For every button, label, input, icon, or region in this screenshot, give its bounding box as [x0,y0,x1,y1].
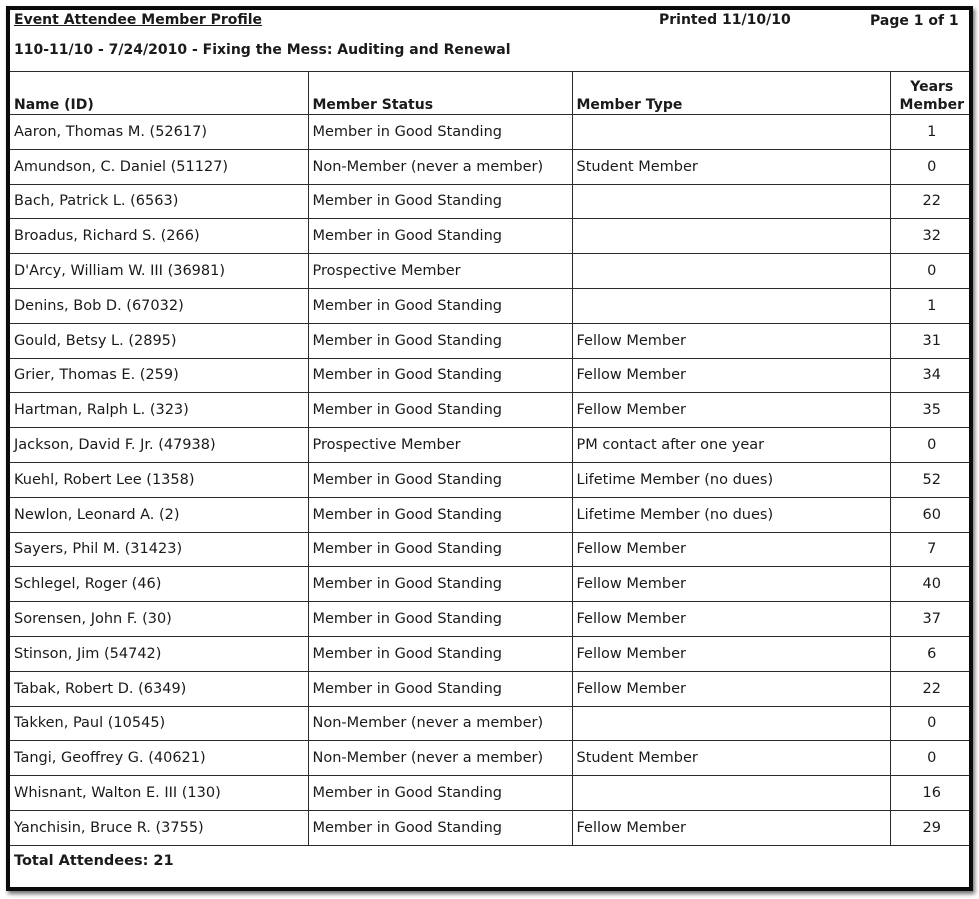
table-row [10,532,973,567]
cell-member-type: Student Member [572,741,890,776]
cell-years-member: 1 [890,115,973,150]
table-row [10,219,973,254]
cell-member-status: Member in Good Standing [308,219,572,254]
cell-member-type: Student Member [572,149,890,184]
cell-member-type [572,776,890,811]
event-description: 110-11/10 - 7/24/2010 - Fixing the Mess: Auditing and Renewal [14,42,511,58]
cell-member-type: Fellow Member [572,810,890,845]
cell-name: Denins, Bob D. (67032) [10,288,308,323]
cell-member-type: Lifetime Member (no dues) [572,462,890,497]
cell-member-type [572,184,890,219]
column-header-years-line1: Years [910,79,954,95]
table-row [10,462,973,497]
report-title: Event Attendee Member Profile [14,12,263,28]
cell-member-type: Fellow Member [572,602,890,637]
cell-member-status: Member in Good Standing [308,184,572,219]
table-row [10,288,973,323]
cell-name: Kuehl, Robert Lee (1358) [10,462,308,497]
report-page [6,6,973,891]
cell-member-type: Fellow Member [572,671,890,706]
cell-member-status: Member in Good Standing [308,810,572,845]
cell-years-member: 37 [890,602,973,637]
cell-name: Schlegel, Roger (46) [10,567,308,602]
cell-member-status: Non-Member (never a member) [308,149,572,184]
cell-years-member: 7 [890,532,973,567]
cell-name: Grier, Thomas E. (259) [10,358,308,393]
cell-name: D'Arcy, William W. III (36981) [10,254,308,289]
cell-years-member: 0 [890,706,973,741]
table-row [10,741,973,776]
table-row [10,567,973,602]
cell-name: Bach, Patrick L. (6563) [10,184,308,219]
cell-name: Whisnant, Walton E. III (130) [10,776,308,811]
cell-years-member: 31 [890,323,973,358]
cell-member-status: Member in Good Standing [308,358,572,393]
cell-member-type: Fellow Member [572,532,890,567]
cell-years-member: 22 [890,671,973,706]
attendee-table [10,71,973,846]
cell-name: Hartman, Ralph L. (323) [10,393,308,428]
cell-years-member: 52 [890,462,973,497]
cell-years-member: 0 [890,741,973,776]
cell-member-type: Fellow Member [572,636,890,671]
cell-years-member: 32 [890,219,973,254]
table-row [10,706,973,741]
cell-member-status: Member in Good Standing [308,462,572,497]
cell-name: Jackson, David F. Jr. (47938) [10,428,308,463]
column-header-type: Member Type [572,72,890,115]
cell-years-member: 40 [890,567,973,602]
cell-name: Sorensen, John F. (30) [10,602,308,637]
cell-member-status: Member in Good Standing [308,567,572,602]
cell-years-member: 22 [890,184,973,219]
column-header-status: Member Status [308,72,572,115]
column-header-years [890,72,973,115]
table-row [10,184,973,219]
cell-member-type [572,254,890,289]
cell-member-type [572,219,890,254]
cell-member-status: Member in Good Standing [308,497,572,532]
table-row [10,358,973,393]
table-row [10,149,973,184]
cell-member-status: Member in Good Standing [308,636,572,671]
cell-member-status: Member in Good Standing [308,532,572,567]
table-row [10,323,973,358]
cell-member-type [572,706,890,741]
cell-years-member: 6 [890,636,973,671]
table-row [10,497,973,532]
table-row [10,636,973,671]
cell-member-status: Member in Good Standing [308,115,572,150]
column-header-name: Name (ID) [10,72,308,115]
cell-member-type: Fellow Member [572,358,890,393]
cell-years-member: 16 [890,776,973,811]
cell-years-member: 0 [890,149,973,184]
cell-name: Tangi, Geoffrey G. (40621) [10,741,308,776]
cell-member-type: Fellow Member [572,567,890,602]
page-number: Page 1 of 1 [870,13,959,29]
table-row [10,428,973,463]
table-row [10,254,973,289]
cell-member-status: Non-Member (never a member) [308,706,572,741]
printed-date: Printed 11/10/10 [659,12,791,28]
table-header-row [10,72,973,115]
cell-member-status: Member in Good Standing [308,671,572,706]
cell-member-status: Prospective Member [308,428,572,463]
cell-name: Amundson, C. Daniel (51127) [10,149,308,184]
cell-member-status: Member in Good Standing [308,776,572,811]
cell-member-type: Fellow Member [572,323,890,358]
cell-member-status: Member in Good Standing [308,323,572,358]
table-row [10,776,973,811]
cell-name: Broadus, Richard S. (266) [10,219,308,254]
total-attendees: Total Attendees: 21 [14,853,174,869]
cell-member-type [572,115,890,150]
cell-member-status: Member in Good Standing [308,602,572,637]
cell-member-type [572,288,890,323]
table-row [10,671,973,706]
cell-name: Sayers, Phil M. (31423) [10,532,308,567]
cell-years-member: 0 [890,428,973,463]
cell-member-type: PM contact after one year [572,428,890,463]
cell-name: Gould, Betsy L. (2895) [10,323,308,358]
cell-member-type: Fellow Member [572,393,890,428]
table-row [10,810,973,845]
cell-name: Stinson, Jim (54742) [10,636,308,671]
cell-years-member: 35 [890,393,973,428]
cell-name: Takken, Paul (10545) [10,706,308,741]
cell-member-status: Prospective Member [308,254,572,289]
table-row [10,115,973,150]
cell-member-status: Member in Good Standing [308,393,572,428]
cell-member-status: Non-Member (never a member) [308,741,572,776]
table-body [10,115,973,846]
cell-years-member: 0 [890,254,973,289]
cell-years-member: 1 [890,288,973,323]
cell-name: Tabak, Robert D. (6349) [10,671,308,706]
cell-years-member: 60 [890,497,973,532]
cell-years-member: 29 [890,810,973,845]
table-row [10,602,973,637]
column-header-years-line2: Member [899,97,964,113]
table-row [10,393,973,428]
cell-member-type: Lifetime Member (no dues) [572,497,890,532]
cell-name: Newlon, Leonard A. (2) [10,497,308,532]
cell-years-member: 34 [890,358,973,393]
cell-member-status: Member in Good Standing [308,288,572,323]
cell-name: Yanchisin, Bruce R. (3755) [10,810,308,845]
cell-name: Aaron, Thomas M. (52617) [10,115,308,150]
